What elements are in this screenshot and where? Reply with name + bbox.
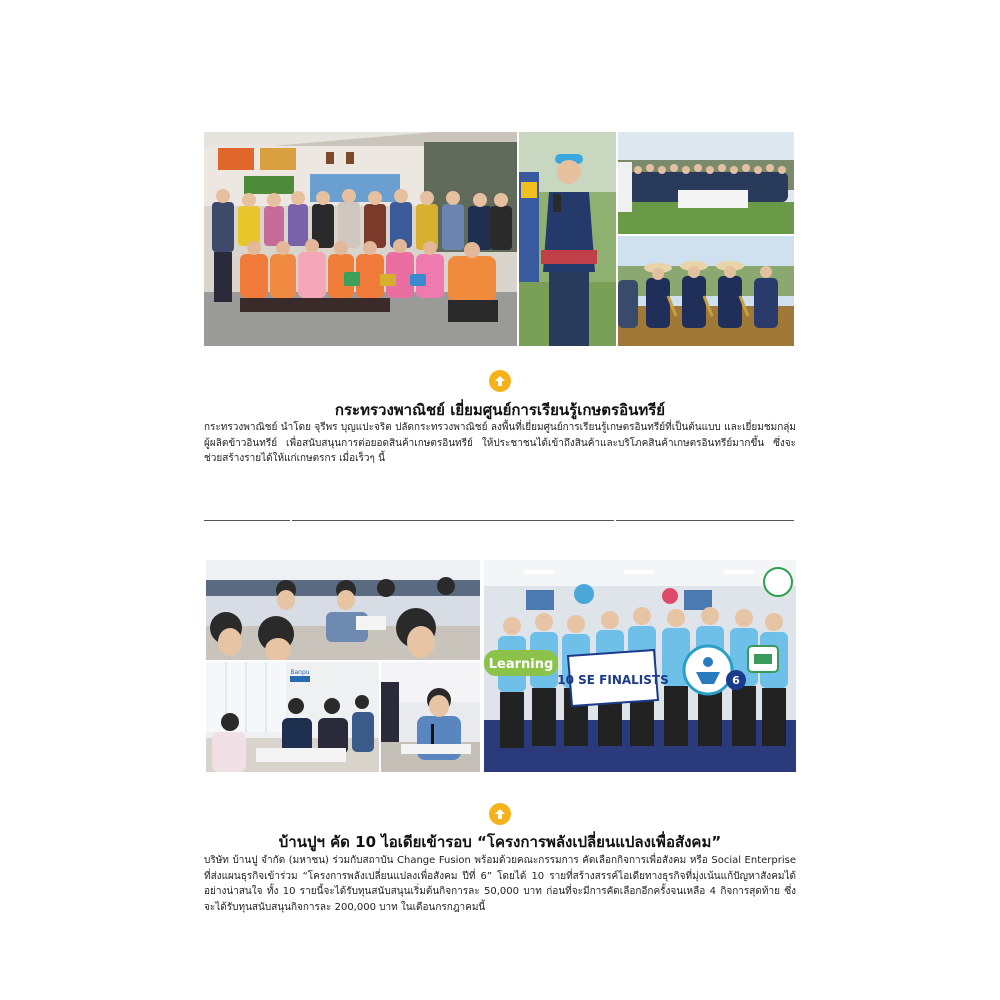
section2-badge: [489, 803, 511, 825]
divider-line-left: [204, 520, 290, 521]
arrow-up-icon: [494, 808, 506, 820]
photo-woman-speaking: [519, 132, 616, 346]
section2-title: บ้านปูฯ คัด 10 ไอเดียเข้ารอบ “โครงการพลังเปลี่ยนแปลงเพื่อสังคม”: [278, 833, 722, 851]
finalists-sign: [557, 650, 668, 706]
photo-group-portrait: [204, 132, 517, 346]
finalists-sign-text: 10 SE FINALISTS: [557, 673, 669, 687]
photo-student-presenting: [381, 662, 480, 772]
section1-badge: [489, 370, 511, 392]
photo-students-workshop: [206, 560, 480, 660]
section1-body: [204, 420, 796, 467]
logo-sign-number: 6: [732, 674, 740, 687]
learning-sign-text: Learning: [488, 657, 554, 672]
small-sign: [748, 646, 778, 672]
arrow-up-icon: [494, 375, 506, 387]
office-logo-text: Banpu: [290, 669, 310, 676]
photo-farmers-harvest: [618, 236, 794, 346]
learning-sign: [484, 650, 558, 676]
photo-group-field: [618, 132, 794, 234]
photo-finalists-group: [484, 560, 796, 772]
section1-title: กระทรวงพาณิชย์ เยี่ยมศูนย์การเรียนรู้เกษตรอินทรีย์: [334, 401, 666, 419]
section2-body: [204, 853, 796, 915]
section2-body-text: บริษัท บ้านปู จำกัด (มหาชน) ร่วมกับสถาบัน Change Fusion พร้อมด้วยคณะกรรมการ คัดเลือกกิจการเพื่อสังคม หรือ Social Enterprise ที่ส่งแผนธุรกิจเข้าร่วม “โครงการพลังเปลี่ยนแปลงเพื่อสังคม ปีที่ 6” โดยได้ 10 รายที่สร้างสรรค์ไอเดียทางธุรกิจที่มุ่งเน้นแก้ปัญหาสังคมได้อย่างน่าสนใจ ทั้ง 10 รายนี้จะได้รับทุนสนับสนุนเริ่มต้นกิจการละ 50,000 บาท ก่อนที่จะมีการคัดเลือกอีกครั้งจนเหลือ 4 กิจการสุดท้าย ซึ่งจะได้รับทุนสนับสนุนกิจการละ 200,000 บาท ในเดือนกรกฎาคมนี้: [204, 855, 796, 913]
photo-office-meeting: [206, 662, 379, 772]
divider-line-middle: [292, 520, 614, 521]
section1-body-text: กระทรวงพาณิชย์ นำโดย จุรีพร บุญแปะจริต ปลัดกระทรวงพาณิชย์ ลงพื้นที่เยี่ยมศูนย์การเรียนรู้เกษตรอินทรีย์ที่เป็นต้นแบบ และเยี่ยมชมกลุ่มผู้ผลิตข้าวอินทรีย์ เพื่อสนับสนุนการต่อยอดสินค้าเกษตรอินทรีย์ ให้ประชาชนได้เข้าถึงสินค้าและบริโภคสินค้าเกษตรอินทรีย์มากขึ้น ซึ่งจะช่วยสร้างรายได้ให้แก่เกษตรกร เมื่อเร็วๆ นี้: [204, 422, 796, 464]
divider-line-right: [616, 520, 794, 521]
